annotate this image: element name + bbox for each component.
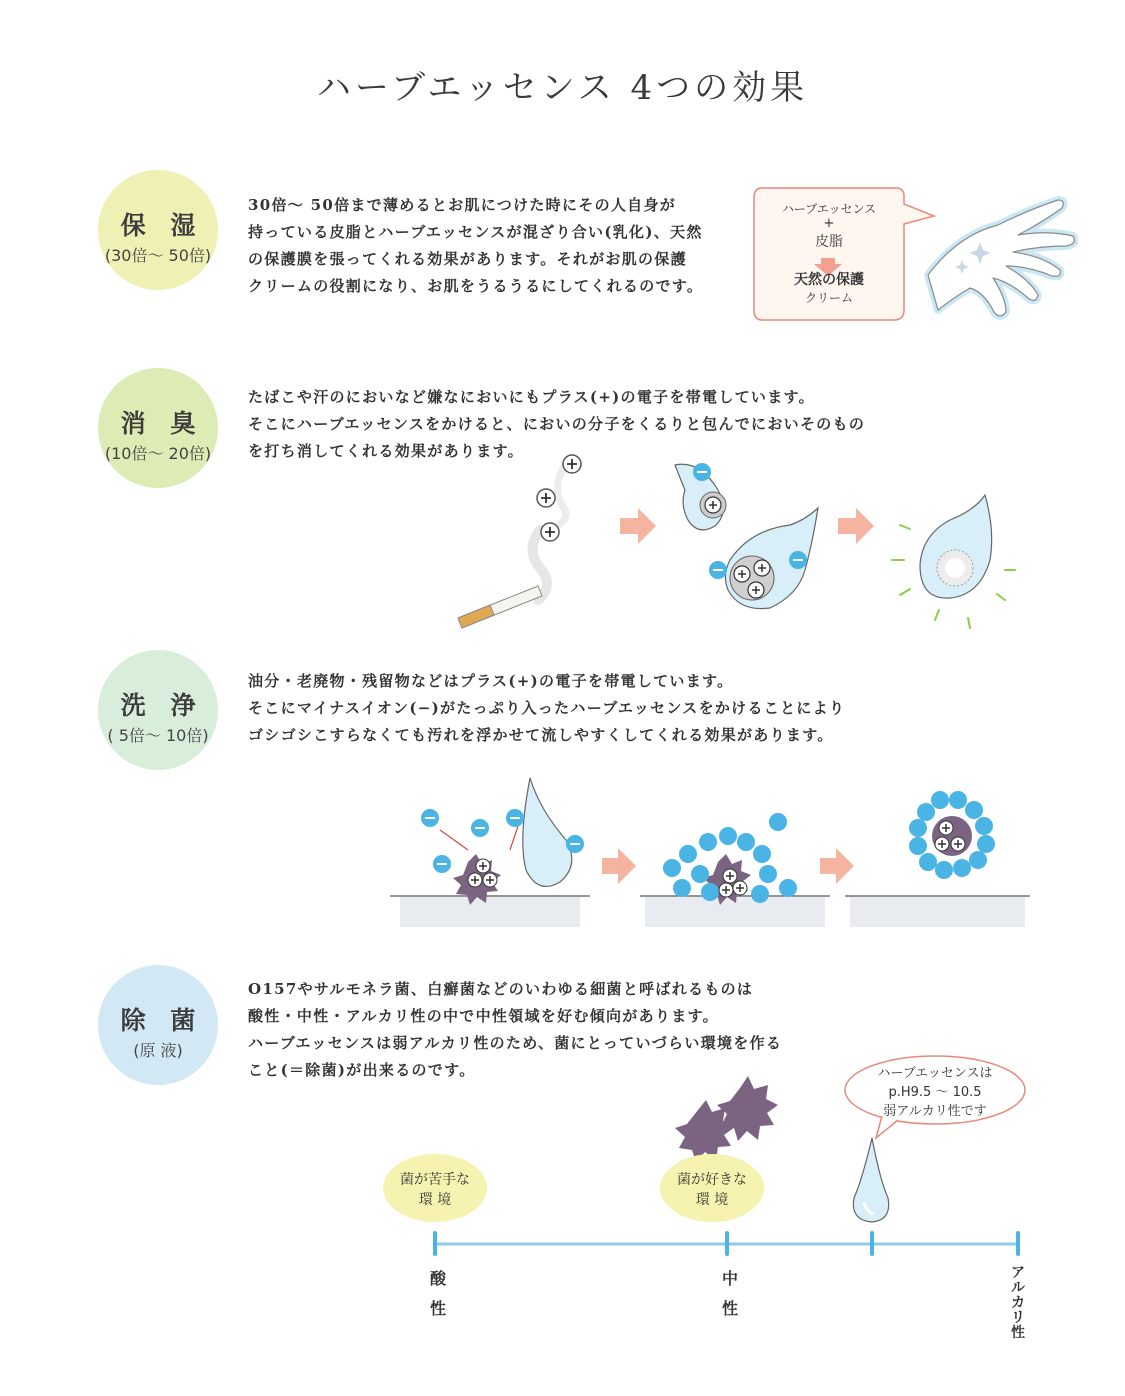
- badge-deodorize-name: 消 臭: [120, 409, 204, 438]
- germ-icon: [675, 1076, 778, 1162]
- badge-cleansing: [98, 650, 218, 770]
- sterilize-text: O157やサルモネラ菌、白癬菌などのいわゆる細菌と呼ばれるものは 酸性・中性・アルカリ性の中で中性領域を好む傾向があります。 ハーブエッセンスは弱アルカリ性のため、菌にとっていづらい環境を作る こと(＝除菌)が出来るのです。: [248, 980, 783, 1079]
- axis-neutral-label: [720, 1264, 740, 1324]
- cleansing-illustration: [390, 770, 1030, 940]
- env-bad-label: [390, 1170, 480, 1210]
- germ-surrounded-icon: [663, 813, 797, 905]
- badge-moisture: [98, 170, 218, 290]
- badge-sterilize-sub: (原 液): [133, 1041, 183, 1060]
- droplet-wrap-small-icon: [675, 463, 726, 530]
- moisture-bubble-line2: 皮脂: [815, 234, 843, 250]
- ph-bubble-line3: 弱アルカリ性です: [883, 1104, 987, 1119]
- plus-ion-icon: [537, 489, 555, 507]
- badge-sterilize: [98, 965, 218, 1085]
- moisture-bubble-line4: クリーム: [804, 291, 853, 305]
- germ-lifted-icon: [909, 791, 995, 879]
- moisture-bubble-line3: 天然の保護: [794, 272, 864, 288]
- axis-alkaline-char: ア: [1011, 1265, 1025, 1281]
- hand-icon: [928, 200, 1074, 316]
- plus-ion-icon: [563, 455, 581, 473]
- axis-alkaline-char: カ: [1011, 1295, 1025, 1311]
- water-droplet-icon: [853, 1138, 888, 1222]
- page-title: ハーブエッセンス 4つの効果: [316, 68, 809, 108]
- axis-alkaline-char: 性: [1011, 1325, 1025, 1341]
- ph-bubble-line2: p.H9.5 ～ 10.5: [888, 1085, 982, 1100]
- cleansing-text: 油分・老廃物・残留物などはプラス(+)の電子を帯電しています。 そこにマイナスイオン(−)がたっぷり入ったハーブエッセンスをかけることにより ゴシゴシこすらなくても汚れを浮かせて流しやすくしてくれる効果があります。: [248, 672, 846, 744]
- plus-ion-icon: [541, 523, 559, 541]
- env-bad-line2: 環 境: [418, 1192, 452, 1208]
- arrow-right-icon: [820, 848, 854, 884]
- badge-sterilize-name: 除 菌: [120, 1006, 204, 1035]
- env-good-line1: 菌が好きな: [677, 1172, 747, 1188]
- env-bad-line1: 菌が苦手な: [400, 1172, 470, 1188]
- axis-alkaline-char: リ: [1011, 1310, 1025, 1326]
- arrow-right-icon: [838, 508, 874, 544]
- badge-deodorize: [98, 368, 218, 488]
- moisture-bubble-plus: +: [823, 216, 835, 231]
- env-good-line2: 環 境: [695, 1192, 729, 1208]
- axis-neutral-char: 中: [721, 1269, 738, 1288]
- deodorize-illustration: [430, 450, 1050, 640]
- badge-cleansing-name: 洗 浄: [120, 691, 204, 720]
- axis-acid-char: 酸: [429, 1269, 446, 1288]
- axis-acid-label: [428, 1264, 448, 1324]
- badge-moisture-sub: (30倍～ 50倍): [104, 246, 212, 265]
- ph-bubble-line1: ハーブエッセンスは: [877, 1066, 993, 1081]
- moisture-text: 30倍～ 50倍まで薄めるとお肌につけた時にその人自身が 持っている皮脂とハーブエッセンスが混ざり合い(乳化)、天然 の保護膜を張ってくれる効果があります。それがお肌の保護 クリームの役割になり、お肌をうるうるにしてくれるのです。: [248, 196, 704, 295]
- axis-acid-char: 性: [429, 1299, 446, 1318]
- axis-alkaline-label: [1008, 1266, 1028, 1341]
- moisture-bubble-text: [756, 200, 902, 306]
- arrow-right-icon: [602, 848, 636, 884]
- droplet-wrapped-icon: [892, 495, 1015, 628]
- env-good-label: [667, 1170, 757, 1210]
- axis-neutral-char: 性: [721, 1299, 738, 1318]
- badge-cleansing-sub: ( 5倍～ 10倍): [107, 726, 209, 745]
- axis-alkaline-char: ル: [1011, 1280, 1025, 1296]
- moisture-bubble-line1: ハーブエッセンス: [781, 202, 877, 216]
- badge-moisture-name: 保 湿: [120, 211, 204, 240]
- droplet-wrap-large-icon: [709, 508, 818, 609]
- deodorize-text: たばこや汗のにおいなど嫌なにおいにもプラス(+)の電子を帯電しています。 そこにハーブエッセンスをかけると、においの分子をくるりと包んでにおいそのもの を打ち消してくれる効果があります。: [248, 388, 866, 460]
- badge-deodorize-sub: (10倍～ 20倍): [104, 444, 212, 463]
- arrow-right-icon: [620, 508, 656, 544]
